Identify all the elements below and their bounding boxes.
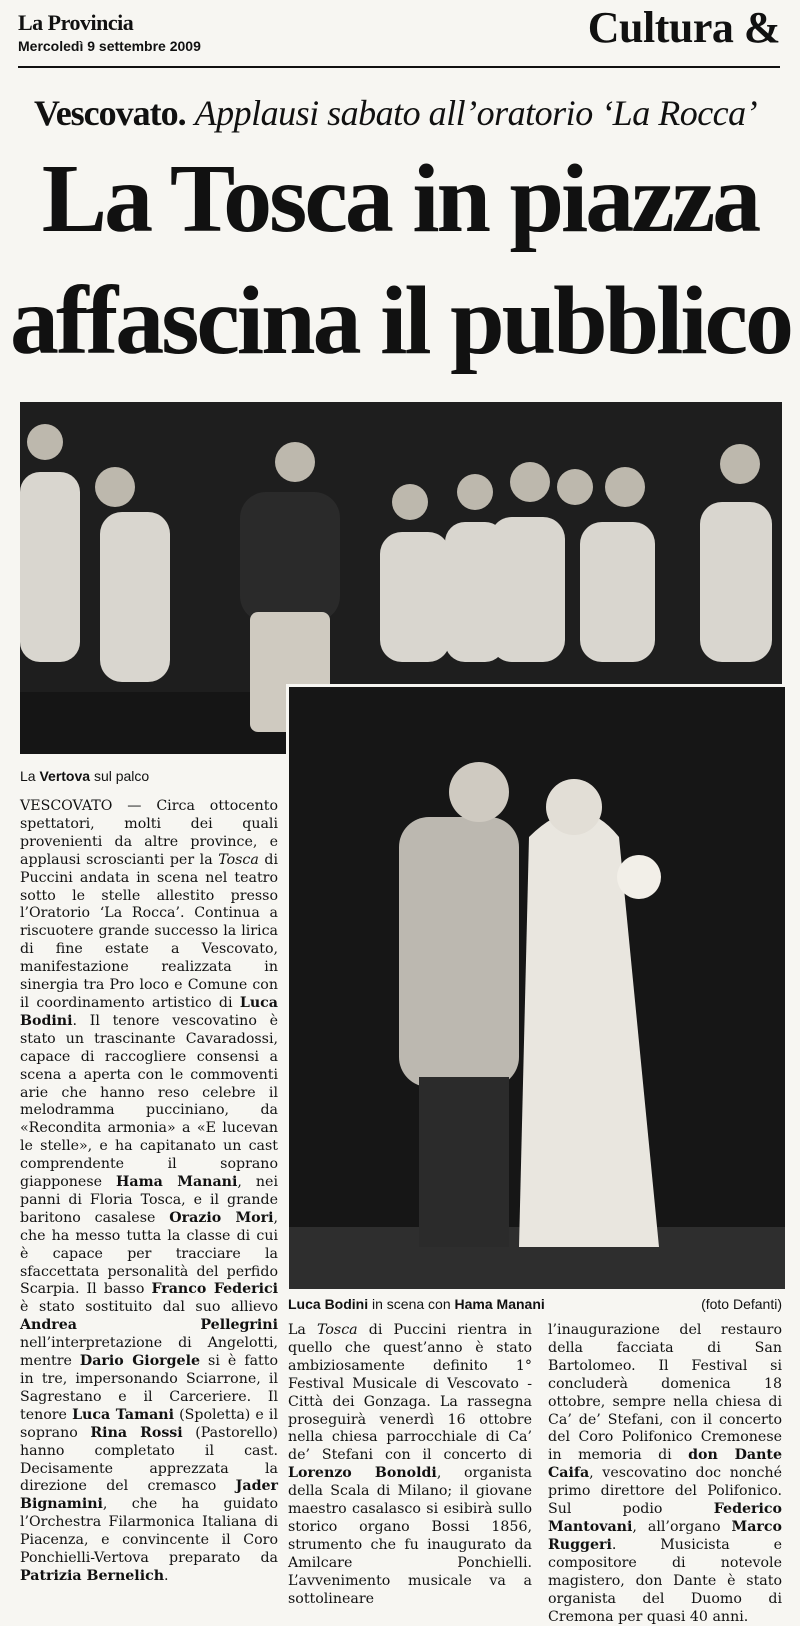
photo-tosca-scene	[286, 684, 785, 1289]
kicker-place: Vescovato.	[34, 93, 186, 133]
headline-line-1: La Tosca in piazza	[41, 145, 759, 253]
issue-date: Mercoledì 9 settembre 2009	[18, 38, 201, 54]
photo-choir-caption: La Vertova sul palco	[20, 768, 150, 784]
newspaper-name: La Provincia	[18, 10, 134, 35]
article-column-3: l’inaugurazione del restauro della facciata di San Bartolomeo. Il Festival si concluderà domenica 18 ottobre, sempre nella chiesa di Ca’ de’ Stefani, con il concerto del Coro Polifonico Cremonese in memoria di don Dante Caifa, vescovatino doc nonché primo direttore del Polifonico. Sul podio Federico Mantovani, all’organo Marco Ruggeri. Musicista e compositore di notevole magistero, don Dante è stato organista del Duomo di Cremona per quasi 40 anni.	[548, 1322, 783, 1625]
article-column-2: La Tosca di Puccini rientra in quello che quest’anno è stato ambiziosamente definito 1° Festival Musicale di Vescovato - Città dei Gonzaga. La rassegna proseguirà venerdì 16 ottobre nella chiesa parrocchiale di Ca’ de’ Stefani con il concerto di Lorenzo Bonoldi, organista della Scala di Milano; il giovane maestro casalasco si esibirà sullo storico organo Bossi 1856, strumento che fu inaugurato da Amilcare Ponchielli. L’avvenimento musicale va a sottolineare	[288, 1322, 533, 1607]
article-column-1: VESCOVATO — Circa ottocento spettatori, molti dei quali provenienti da altre province, e applausi scroscianti per la Tosca di Puccini andata in scena nel teatro sotto le stelle allestito presso l’Oratorio ‘La Rocca’. Continua a riscuotere grande successo la lirica di fine estate a Vescovato, manifestazione realizzata in sinergia tra Pro loco e Comune con il coordinamento artistico di Luca Bodini. Il tenore vescovatino è stato un trascinante Cavaradossi, capace di raccogliere consensi a scena a aperta con le commoventi arie che hanno reso celebre il melodramma pucciniano, da «Recondita armonia» a «E lucevan le stelle», e ha capitanato un cast comprendente il soprano giapponese Hama Manani, nei panni di Floria Tosca, e il grande baritono casalese Orazio Mori, che ha messo tutta la classe di cui è capace per tracciare la sfaccettata personalità del perfido Scarpia. Il basso Franco Federici è stato sostituito dal suo allievo Andrea Pellegrini nell’interpretazione di Angelotti, mentre Dario Giorgele si è fatto in tre, impersonando Sciarrone, il Sagrestano e il Carceriere. Il tenore Luca Tamani (Spoletta) e il soprano Rina Rossi (Pastorello) hanno completato il cast. Decisamente apprezzata la direzione del cremasco Jader Bignamini, che ha guidato l’Orchestra Filarmonica Italiana di Piacenza, e convincente il Coro Ponchielli-Vertova preparato da Patrizia Bernelich.	[20, 798, 278, 1584]
kicker	[34, 92, 757, 134]
photo-credit: (foto Defanti)	[701, 1296, 782, 1312]
photo-tosca-illustration	[289, 687, 785, 1289]
section-title: Cultura &	[587, 3, 780, 52]
photo-tosca-caption: Luca Bodini in scena con Hama Manani	[288, 1296, 545, 1312]
headline-line-2: affascina il pubblico	[10, 267, 792, 375]
masthead-rule	[18, 66, 780, 68]
kicker-text: Applausi sabato all’oratorio ‘La Rocca’	[194, 93, 758, 133]
